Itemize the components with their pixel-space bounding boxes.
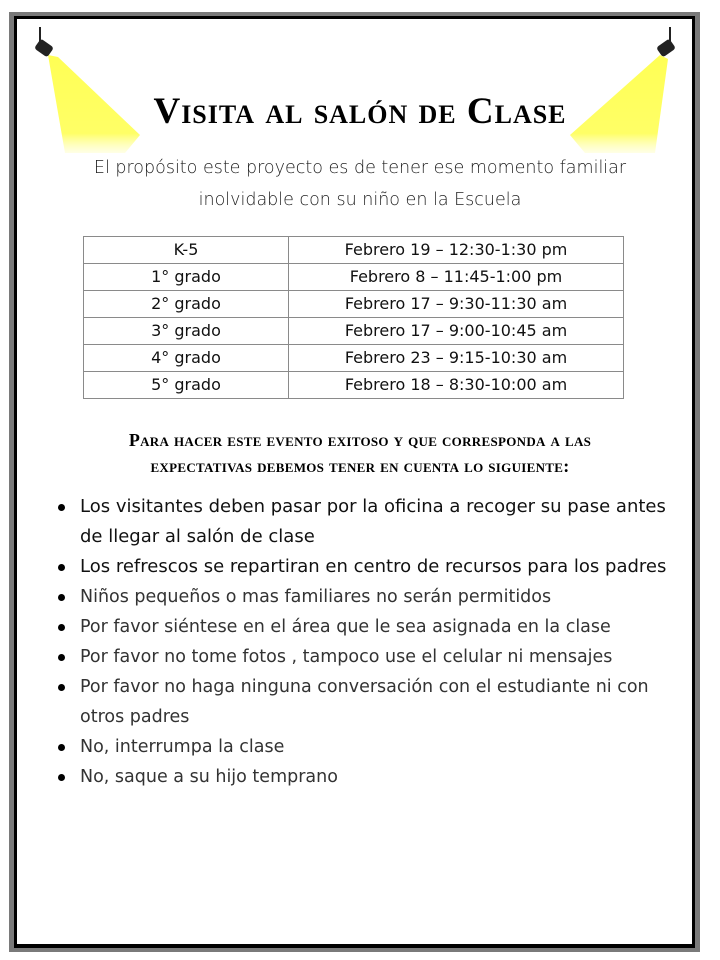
table-row [84,291,624,318]
subtitle [40,152,680,216]
notice-line: expectativas debemos tener en cuenta lo siguiente: [150,456,570,476]
table-row [84,372,624,399]
grade-cell: 2° grado [84,291,289,318]
date-time-cell: Febrero 17 – 9:30-11:30 am [289,291,624,318]
rule-text: Niños pequeños o mas familiares no serán permitidos [80,587,552,607]
table-row [84,318,624,345]
rule-text: Por favor siéntese en el área que le sea asignada en la clase [80,617,611,637]
list-item [58,762,688,792]
bullet-icon [58,594,65,601]
date-time-cell: Febrero 19 – 12:30-1:30 pm [289,237,624,264]
list-item [58,672,688,732]
rule-text: Los refrescos se repartiran en centro de recursos para los padres [80,556,667,577]
table-row [84,345,624,372]
list-item [58,582,688,612]
list-item [58,732,688,762]
table-row [84,237,624,264]
rule-text: Por favor no tome fotos , tampoco use el celular ni mensajes [80,647,613,667]
date-time-cell: Febrero 17 – 9:00-10:45 am [289,318,624,345]
bullet-icon [58,504,65,511]
date-time-cell: Febrero 18 – 8:30-10:00 am [289,372,624,399]
rule-text: Por favor no haga ninguna conversación con el estudiante ni con otros padres [80,677,649,727]
list-item [58,642,688,672]
list-item [58,552,688,582]
table-row [84,264,624,291]
grade-cell: 3° grado [84,318,289,345]
bullet-icon [58,774,65,781]
rules-list [58,492,688,792]
bullet-icon [58,624,65,631]
grade-cell: 5° grado [84,372,289,399]
grade-cell: 1° grado [84,264,289,291]
grade-cell: K-5 [84,237,289,264]
bullet-icon [58,684,65,691]
date-time-cell: Febrero 8 – 11:45-1:00 pm [289,264,624,291]
bullet-icon [58,744,65,751]
list-item [58,492,688,552]
notice-line: Para hacer este evento exitoso y que corresponda a las [128,430,592,450]
bullet-icon [58,654,65,661]
schedule-table [83,236,624,399]
subtitle-line: El propósito este proyecto es de tener ese momento familiar [93,158,627,178]
rule-text: No, interrumpa la clase [80,737,285,757]
bullet-icon [58,564,65,571]
grade-cell: 4° grado [84,345,289,372]
subtitle-line: inolvidable con su niño en la Escuela [198,190,522,210]
list-item [58,612,688,642]
notice-heading [30,427,690,479]
page-title: Visita al salón de Clase [153,91,567,132]
rule-text: Los visitantes deben pasar por la oficina a recoger su pase antes de llegar al salón de clase [80,496,666,547]
date-time-cell: Febrero 23 – 9:15-10:30 am [289,345,624,372]
rule-text: No, saque a su hijo temprano [80,767,338,787]
